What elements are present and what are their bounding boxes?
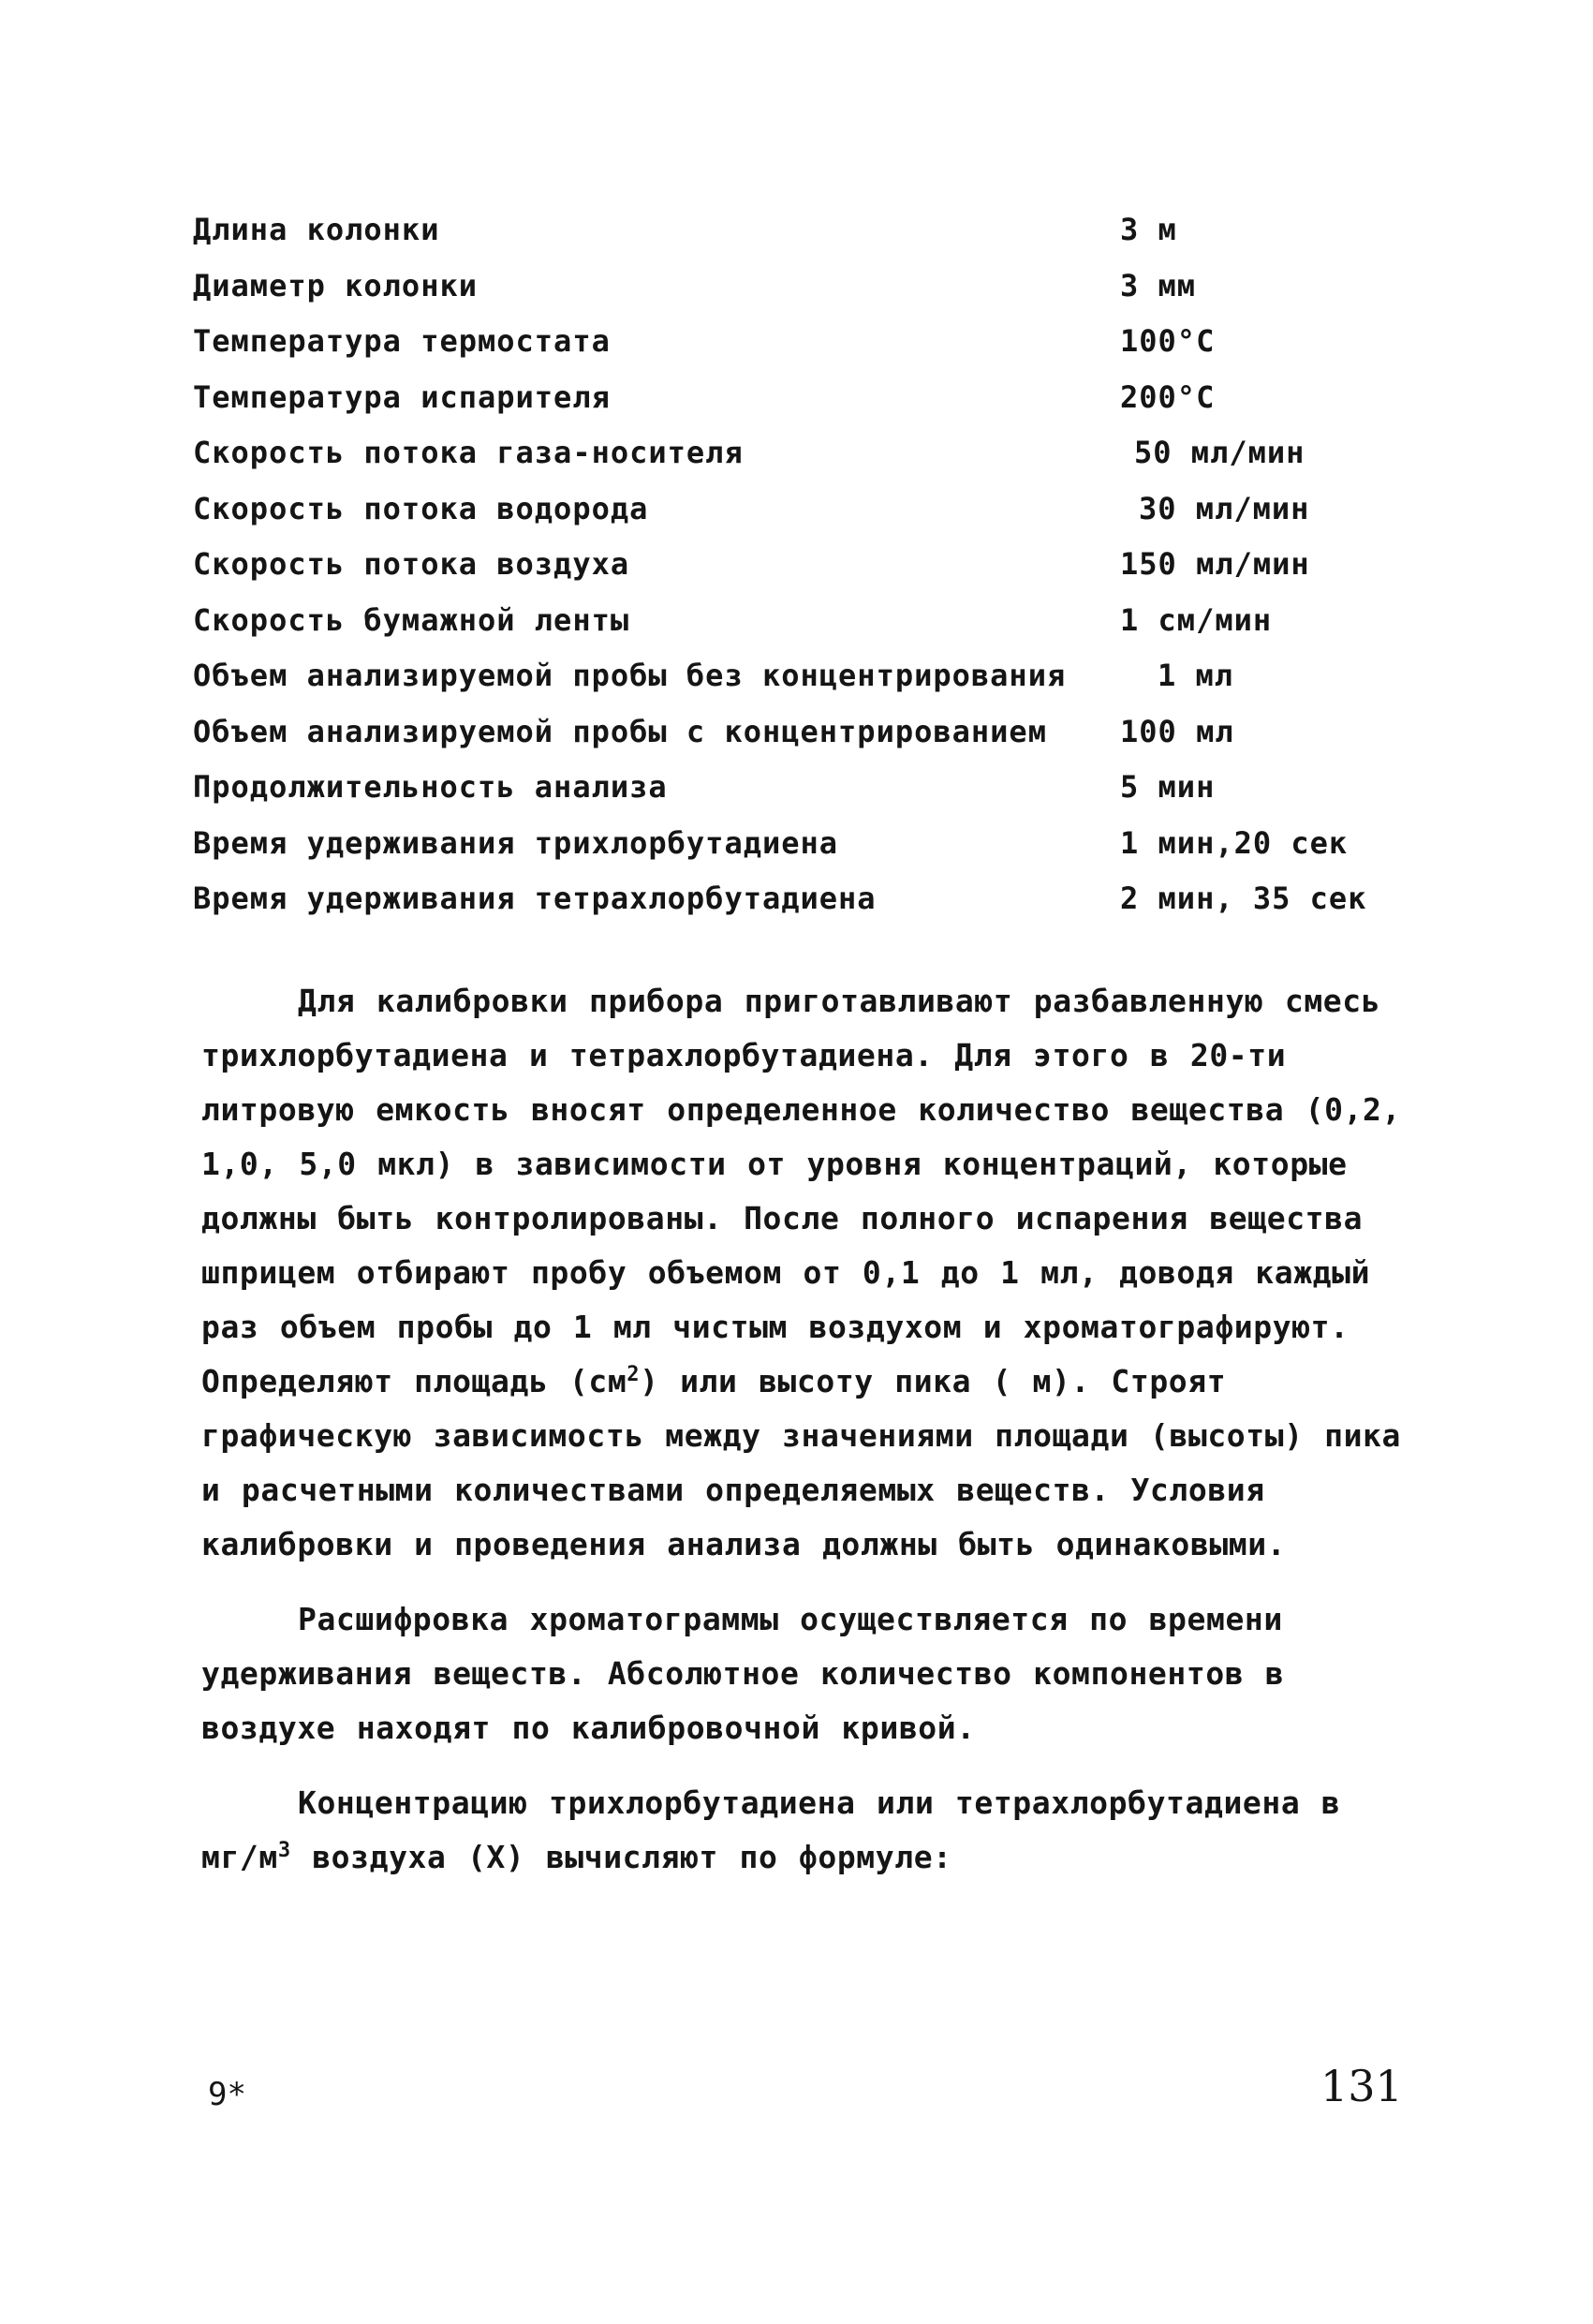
parameter-value: 200°С [1120, 378, 1216, 415]
parameters-table [193, 202, 1410, 927]
calibration-paragraph [201, 974, 1414, 1572]
parameter-row [193, 537, 1410, 593]
parameter-value: 150 мл/мин [1120, 546, 1310, 582]
parameter-name: Скорость потока воздуха [193, 546, 630, 582]
parameter-value: 3 м [1120, 212, 1177, 247]
concentration-paragraph [201, 1776, 1414, 1885]
superscript: 3 [277, 1839, 291, 1862]
parameter-name: Длина колонки [193, 212, 440, 247]
parameter-name: Время удерживания тетрахлорбутадиена [193, 881, 877, 916]
calibration-text-cont: ) или высоту пика ( м). Строят графическую зависимость между значениями площади (высоты) пика и расчетными количествами определяемых веществ. Условия калибровки и проведения анализа должны быть одинаковыми. [201, 1363, 1401, 1562]
parameter-row [193, 648, 1410, 704]
parameter-value: 50 мл/мин [1134, 435, 1305, 470]
parameter-row [193, 259, 1410, 315]
parameter-value: 1 см/мин [1120, 601, 1273, 638]
concentration-text: Концентрацию трихлорбутадиена или тетрахлорбутадиена в мг/м [201, 1784, 1341, 1875]
parameter-row [193, 704, 1410, 761]
calibration-text: Для калибровки прибора приготавливают разбавленную смесь трихлорбутадиена и тетрахлорбутадиена. Для этого в 20-ти литровую емкость вносят определенное количество вещества (0,2, 1,0, 5,0 мкл) в зависимости от уровня концентраций, которые должны быть контролированы. После полного испарения вещества шприцем отбирают пробу объемом от 0,1 до 1 мл, доводя каждый раз объем пробы до 1 мл чистым воздухом и хроматографируют. Определяют площадь (см [201, 983, 1401, 1399]
parameter-name: Время удерживания трихлорбутадиена [193, 824, 839, 861]
parameter-name: Объем анализируемой пробы с концентрированием [193, 713, 1047, 749]
signature-mark: 9* [208, 2076, 246, 2113]
parameter-name: Температура испарителя [193, 378, 611, 415]
body-text [201, 974, 1414, 1905]
parameter-name: Продолжительность анализа [193, 769, 668, 805]
parameter-row [193, 593, 1410, 649]
parameter-row [193, 370, 1410, 426]
page-number: 131 [1320, 2061, 1403, 2111]
parameter-name: Скорость бумажной ленты [193, 601, 630, 638]
parameter-name: Диаметр колонки [193, 267, 478, 303]
parameter-value: 3 мм [1120, 267, 1197, 303]
decoding-paragraph: Расшифровка хроматограммы осуществляется по времени удерживания веществ. Абсолютное количество компонентов в воздухе находят по калибровочной кривой. [201, 1601, 1285, 1746]
parameter-row [193, 425, 1410, 481]
parameter-row [193, 481, 1410, 538]
parameter-value: 2 мин, 35 сек [1120, 881, 1367, 916]
parameter-value: 5 мин [1120, 769, 1216, 805]
parameter-name: Скорость потока газа-носителя [193, 435, 744, 470]
parameter-name: Скорость потока водорода [193, 490, 649, 526]
parameter-row [193, 816, 1410, 872]
parameter-value: 100°С [1120, 323, 1216, 359]
parameter-value: 1 мин,20 сек [1120, 824, 1349, 861]
parameter-value: 30 мл/мин [1139, 490, 1310, 526]
superscript: 2 [627, 1363, 641, 1386]
parameter-row [193, 314, 1410, 370]
parameter-name: Температура термостата [193, 323, 611, 359]
parameter-value: 100 мл [1120, 713, 1234, 749]
parameter-row [193, 202, 1410, 259]
parameter-row [193, 871, 1410, 927]
parameter-name: Объем анализируемой пробы без концентрирования [193, 658, 1067, 693]
concentration-text-cont: воздуха (X) вычисляют по формуле: [290, 1839, 952, 1875]
parameter-value: 1 мл [1158, 658, 1234, 693]
parameter-row [193, 760, 1410, 816]
